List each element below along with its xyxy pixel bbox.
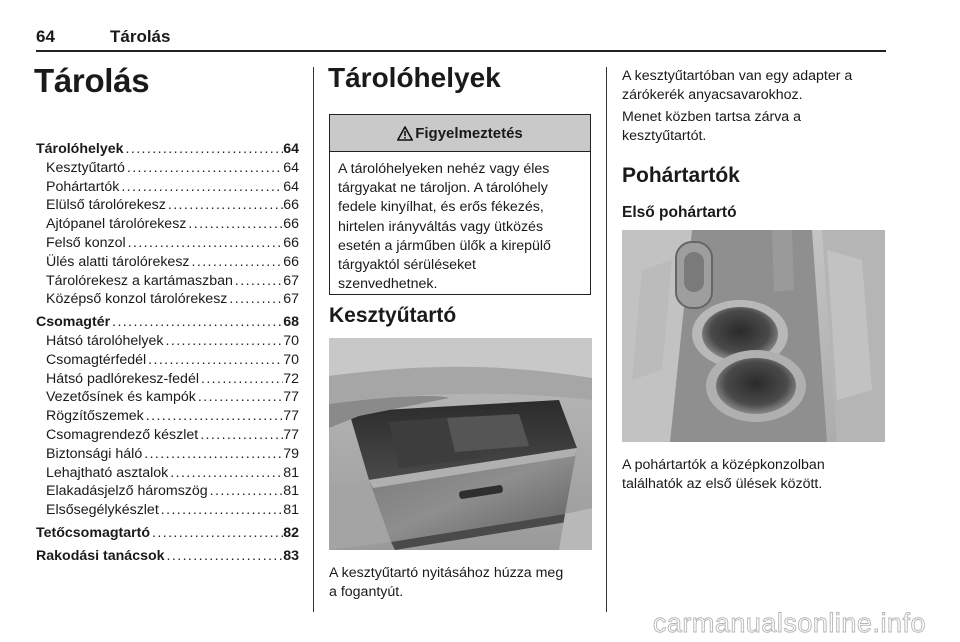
toc-entry-page: 81	[283, 483, 299, 500]
toc-leader-dots	[110, 313, 283, 332]
warning-box	[329, 114, 591, 295]
adapter-note-line: zárókerék anyacsavarokhoz.	[622, 86, 803, 103]
closed-note-line: kesztyűtartót.	[622, 127, 707, 144]
toc-entry-page: 64	[283, 159, 299, 176]
table-of-contents	[36, 140, 299, 566]
warning-line: fedele kinyílhat, és erős fékezés,	[338, 199, 544, 216]
toc-entry-label: Rögzítőszemek	[46, 408, 144, 425]
toc-entry-label: Ülés alatti tárolórekesz	[46, 253, 190, 270]
header-rule	[36, 50, 886, 52]
toc-entry[interactable]	[36, 215, 299, 234]
toc-entry-label: Pohártartók	[46, 178, 120, 195]
toc-entry-page: 67	[283, 272, 299, 289]
cupholder-caption	[622, 456, 825, 493]
page-number: 64	[36, 27, 55, 46]
cupholder-caption-line: találhatók az első ülések között.	[622, 475, 823, 492]
heading-glovebox: Kesztyűtartó	[329, 304, 457, 327]
heading-cupholders: Pohártartók	[622, 164, 740, 187]
toc-entry-label: Hátsó tárolóhelyek	[46, 332, 164, 349]
toc-leader-dots	[142, 445, 283, 464]
toc-entry-label: Kesztyűtartó	[46, 159, 125, 176]
toc-entry[interactable]	[36, 482, 299, 501]
toc-entry-label: Csomagtér	[36, 314, 111, 331]
toc-leader-dots	[165, 547, 284, 566]
toc-entry-page: 70	[283, 351, 299, 368]
toc-leader-dots	[146, 351, 283, 370]
toc-entry-label: Lehajtható asztalok	[46, 464, 169, 481]
toc-entry[interactable]	[36, 370, 299, 389]
toc-section-entry[interactable]	[36, 313, 299, 332]
toc-entry[interactable]	[36, 388, 299, 407]
warning-title: Figyelmeztetés	[415, 124, 523, 142]
toc-entry-page: 70	[283, 332, 299, 349]
warning-line: szenvedhetnek.	[338, 276, 438, 293]
watermark-text: carmanualsonline.info	[652, 608, 926, 638]
toc-entry-page: 72	[283, 370, 299, 387]
toc-leader-dots	[199, 370, 283, 389]
toc-entry-label: Csomagtérfedél	[46, 351, 147, 368]
toc-entry-page: 77	[283, 389, 299, 406]
toc-entry[interactable]	[36, 426, 299, 445]
toc-leader-dots	[150, 524, 283, 543]
running-header-chapter: Tárolás	[110, 27, 171, 46]
toc-entry-page: 64	[283, 141, 299, 157]
toc-entry-label: Elülső tárolórekesz	[46, 197, 166, 214]
toc-entry[interactable]	[36, 196, 299, 215]
column-divider-right	[606, 67, 607, 612]
toc-leader-dots	[164, 332, 284, 351]
toc-entry-label: Vezetősínek és kampók	[46, 389, 196, 406]
toc-leader-dots	[233, 272, 283, 291]
adapter-note-line: A kesztyűtartóban van egy adapter a	[622, 68, 853, 84]
toc-entry-label: Elsősegélykészlet	[46, 502, 159, 519]
toc-section-entry[interactable]	[36, 140, 299, 159]
adapter-note	[622, 67, 852, 104]
warning-header	[330, 115, 590, 152]
watermark	[0, 600, 960, 642]
toc-entry-label: Felső konzol	[46, 234, 126, 251]
toc-entry[interactable]	[36, 351, 299, 370]
warning-text	[330, 152, 590, 294]
toc-entry[interactable]	[36, 290, 299, 309]
toc-entry-label: Rakodási tanácsok	[36, 547, 165, 564]
toc-entry-page: 66	[283, 234, 299, 251]
toc-entry-label: Tárolóhelyek	[36, 141, 124, 157]
cupholder-caption-line: A pohártartók a középkonzolban	[622, 457, 825, 473]
toc-entry-page: 77	[283, 408, 299, 425]
toc-entry-page: 81	[283, 502, 299, 519]
warning-line: esetén a járműben ülők a kirepülő	[338, 237, 551, 254]
toc-leader-dots	[124, 140, 284, 159]
toc-entry-page: 67	[283, 291, 299, 308]
toc-entry-label: Hátsó padlórekesz-fedél	[46, 370, 199, 387]
toc-entry[interactable]	[36, 234, 299, 253]
toc-entry-page: 66	[283, 197, 299, 214]
chapter-title: Tárolás	[34, 62, 150, 99]
toc-leader-dots	[159, 501, 283, 520]
glovebox-photo	[329, 338, 592, 550]
toc-entry-label: Elakadásjelző háromszög	[46, 483, 208, 500]
toc-entry-page: 68	[283, 314, 299, 331]
toc-entry[interactable]	[36, 159, 299, 178]
toc-entry-page: 77	[283, 426, 299, 443]
heading-front-cupholder: Első pohártartó	[622, 204, 737, 221]
closed-note-line: Menet közben tartsa zárva a	[622, 109, 802, 125]
toc-section-entry[interactable]	[36, 547, 299, 566]
toc-entry-page: 79	[283, 445, 299, 462]
toc-entry-label: Tetőcsomagtartó	[36, 524, 151, 541]
section-title-storage: Tárolóhelyek	[328, 62, 501, 93]
toc-section-entry[interactable]	[36, 524, 299, 543]
toc-leader-dots	[119, 178, 283, 197]
toc-leader-dots	[168, 464, 283, 483]
warning-line: A tárolóhelyeken nehéz vagy éles	[338, 161, 550, 177]
toc-entry[interactable]	[36, 253, 299, 272]
toc-leader-dots	[196, 388, 283, 407]
glovebox-caption	[329, 564, 563, 601]
warning-line: tárgyaktól sérüléseket	[338, 257, 477, 274]
toc-leader-dots	[126, 234, 284, 253]
toc-leader-dots	[125, 159, 283, 178]
toc-leader-dots	[144, 407, 283, 426]
toc-entry-page: 81	[283, 464, 299, 481]
warning-line: tárgyakat ne tároljon. A tárolóhely	[338, 180, 548, 197]
toc-entry-page: 66	[283, 216, 299, 233]
toc-entry-label: Csomagrendező készlet	[46, 426, 199, 443]
warning-line: hirtelen irányváltás vagy ütközés	[338, 218, 544, 235]
toc-entry-label: Biztonsági háló	[46, 445, 143, 462]
toc-entry[interactable]	[36, 272, 299, 291]
closed-while-driving-note	[622, 108, 801, 145]
toc-entry[interactable]	[36, 501, 299, 520]
toc-entry[interactable]	[36, 464, 299, 483]
cupholder-photo	[622, 230, 885, 442]
toc-entry[interactable]	[36, 178, 299, 197]
toc-leader-dots	[198, 426, 283, 445]
toc-leader-dots	[227, 290, 283, 309]
toc-leader-dots	[208, 482, 284, 501]
glovebox-caption-line: a fogantyút.	[329, 583, 404, 600]
toc-entry-label: Tárolórekesz a kartámaszban	[46, 272, 233, 289]
toc-leader-dots	[166, 196, 283, 215]
toc-entry-page: 82	[283, 524, 299, 541]
toc-entry-page: 66	[283, 253, 299, 270]
toc-entry[interactable]	[36, 445, 299, 464]
glovebox-caption-line: A kesztyűtartó nyitásához húzza meg	[329, 565, 564, 581]
column-divider-left	[313, 67, 314, 612]
toc-entry-label: Középső konzol tárolórekesz	[46, 291, 228, 308]
toc-entry[interactable]	[36, 332, 299, 351]
toc-entry-label: Ajtópanel tárolórekesz	[46, 216, 187, 233]
toc-leader-dots	[190, 253, 284, 272]
toc-entry-page: 83	[283, 547, 299, 564]
toc-entry[interactable]	[36, 407, 299, 426]
warning-triangle-icon	[397, 126, 413, 141]
toc-leader-dots	[186, 215, 283, 234]
toc-entry-page: 64	[283, 178, 299, 195]
